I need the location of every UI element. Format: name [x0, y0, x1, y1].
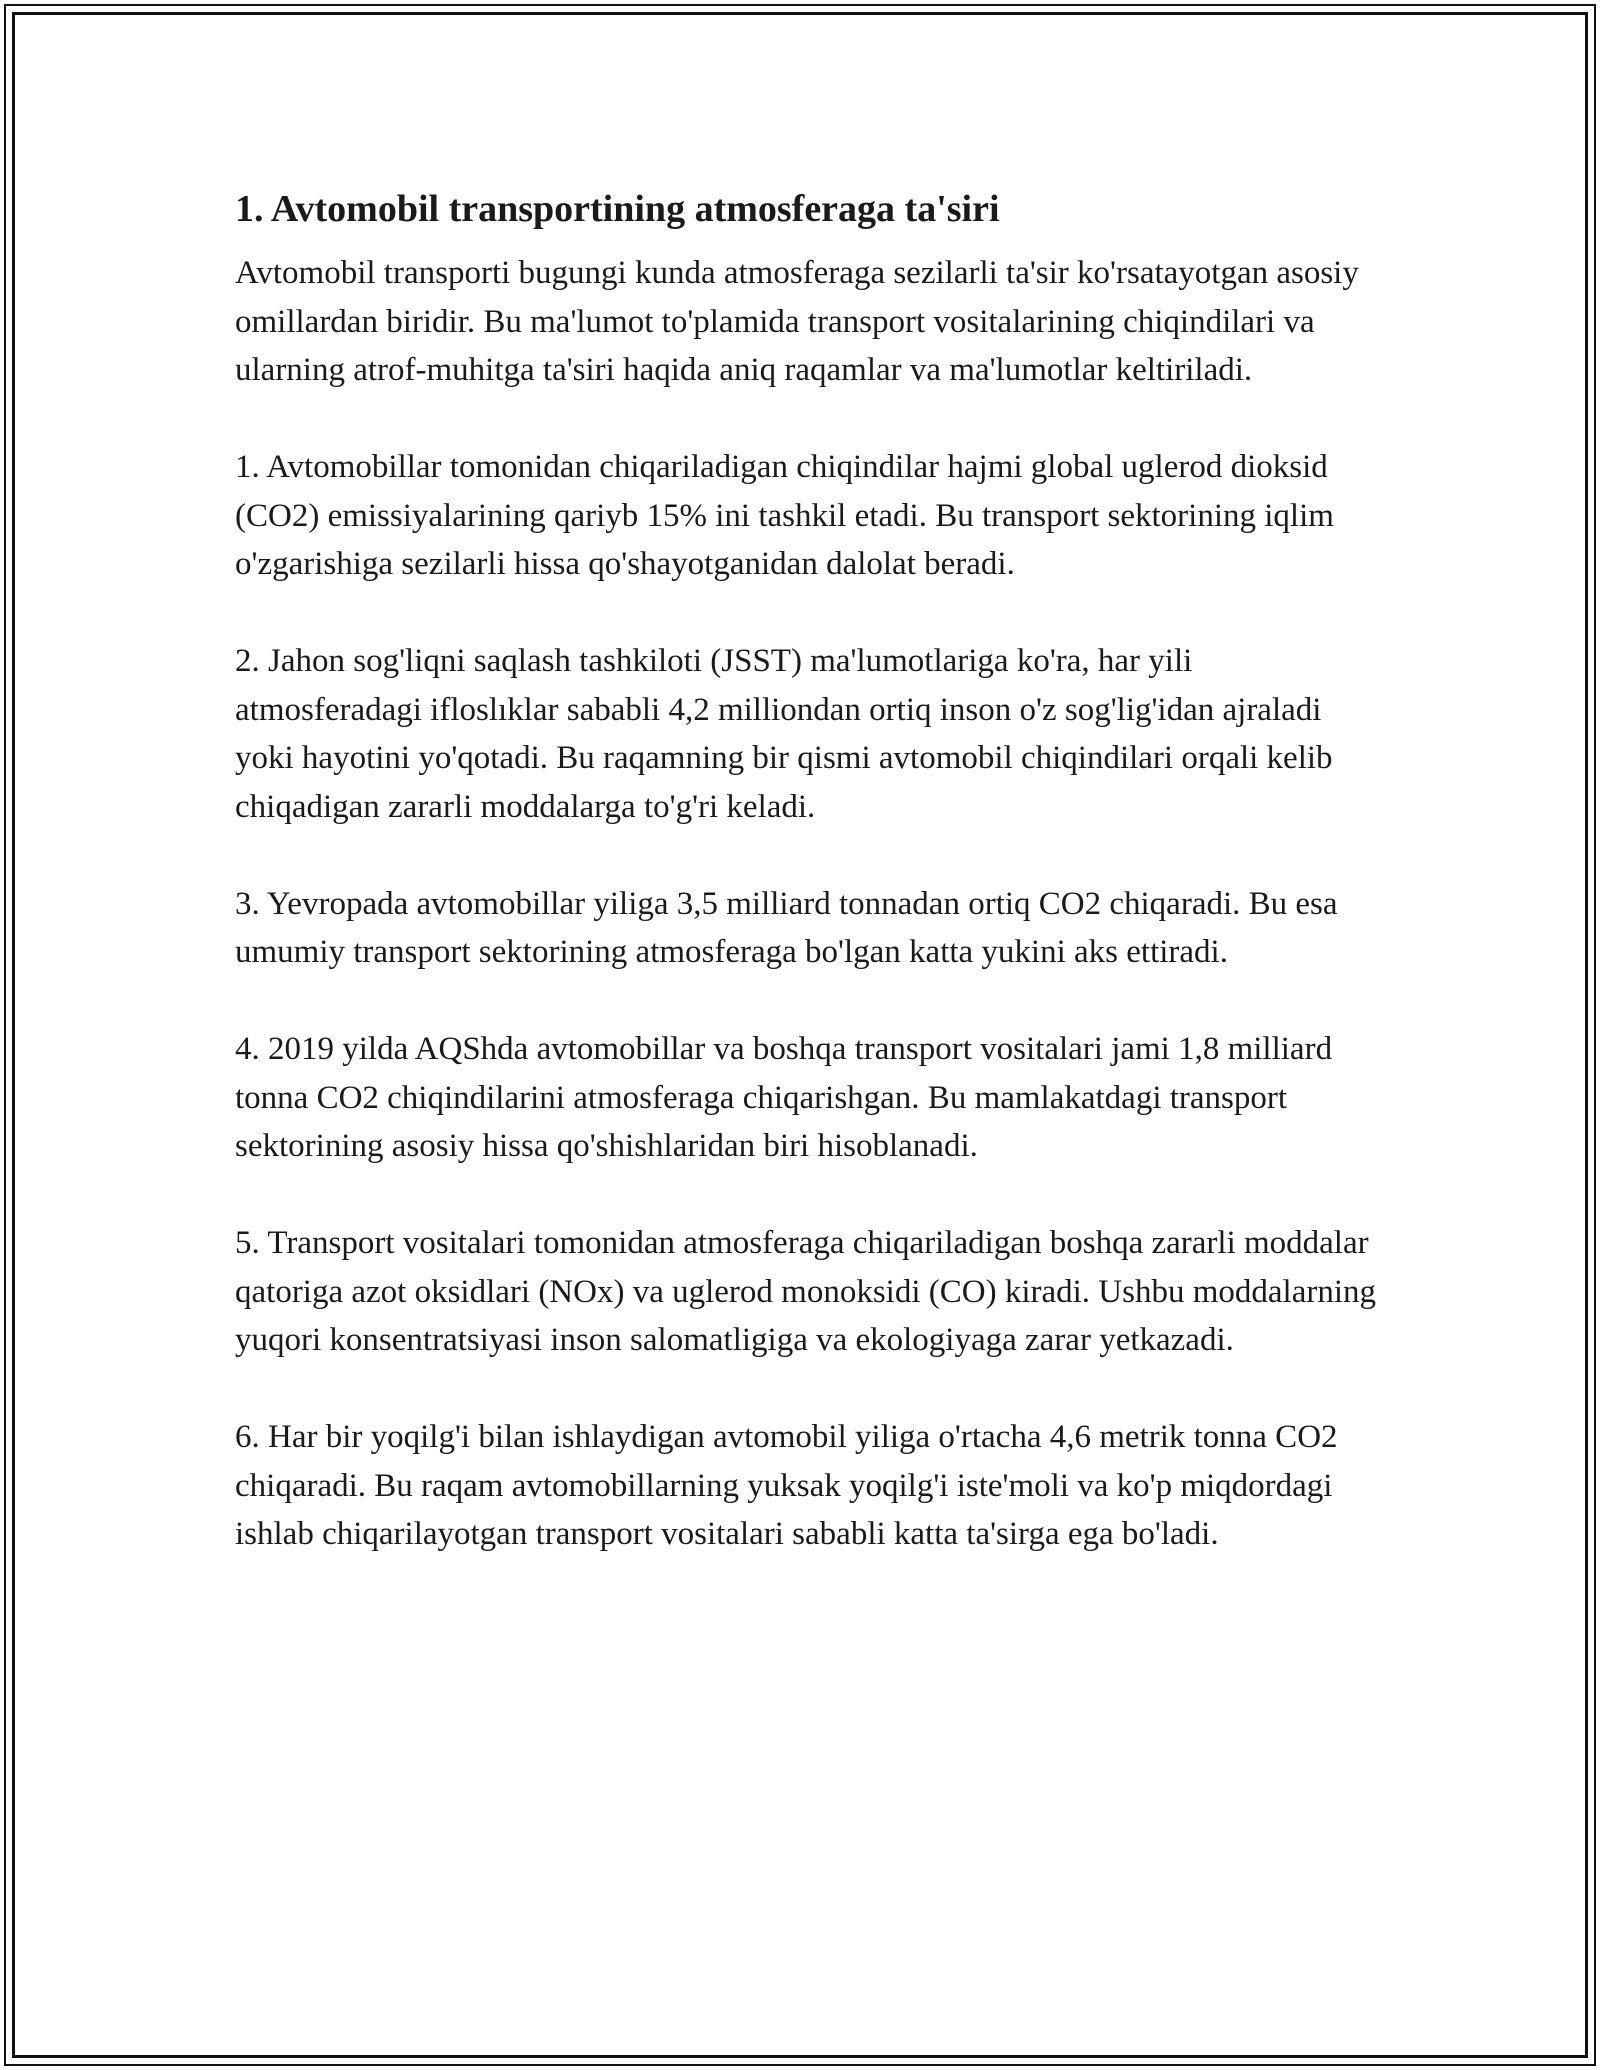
fact-paragraph-4: 4. 2019 yilda AQShda avtomobillar va boshqa transport vositalari jami 1,8 milliard tonna CO2 chiqindilarini atmosferaga chiqarishgan. Bu mamlakatdagi transport sektorining asosiy hissa qo'shishlaridan biri hisoblanadi.	[235, 1031, 1333, 1164]
fact-paragraph-2: 2. Jahon sog'liqni saqlash tashkiloti (JSST) ma'lumotlariga ko'ra, har yili atmosferadagi ifloslıklar sababli 4,2 milliondan ortiq inson o'z sog'lig'idan ajraladi yoki hayotini yo'qotadi. Bu raqamning bir qismi avtomobil chiqindilari orqali kelib chiqadigan zararli moddalarga to'g'ri keladi.	[235, 643, 1333, 825]
document-body	[235, 185, 1385, 1607]
fact-paragraph-1: 1. Avtomobillar tomonidan chiqariladigan chiqindilar hajmi global uglerod dioksid (CO2) emissiyalarining qariyb 15% ini tashkil etadi. Bu transport sektorining iqlim o'zgarishiga sezilarli hissa qo'shayotganidan dalolat beradi.	[235, 449, 1334, 582]
fact-paragraph-3: 3. Yevropada avtomobillar yiliga 3,5 milliard tonnadan ortiq CO2 chiqaradi. Bu esa umumiy transport sektorining atmosferaga bo'lgan katta yukini aks ettiradi.	[235, 885, 1338, 970]
intro-paragraph: Avtomobil transporti bugungi kunda atmosferaga sezilarli ta'sir ko'rsatayotgan asosiy omillardan biridir. Bu ma'lumot to'plamida transport vositalarining chiqindilari va ularning atrof-muhitga ta'siri haqida aniq raqamlar va ma'lumotlar keltiriladi.	[235, 255, 1359, 388]
fact-paragraph-6: 6. Har bir yoqilg'i bilan ishlaydigan avtomobil yiliga o'rtacha 4,6 metrik tonna CO2 chiqaradi. Bu raqam avtomobillarning yuksak yoqilg'i iste'moli va ko'p miqdordagi ishlab chiqarilayotgan transport vositalari sababli katta ta'sirga ega bo'ladi.	[235, 1419, 1338, 1552]
document-title: 1. Avtomobil transportining atmosferaga ta'siri	[235, 188, 1000, 230]
fact-paragraph-5: 5. Transport vositalari tomonidan atmosferaga chiqariladigan boshqa zararli moddalar qatoriga azot oksidlari (NOx) va uglerod monoksidi (CO) kiradi. Ushbu moddalarning yuqori konsentratsiyasi inson salomatligiga va ekologiyaga zarar yetkazadi.	[235, 1225, 1377, 1358]
